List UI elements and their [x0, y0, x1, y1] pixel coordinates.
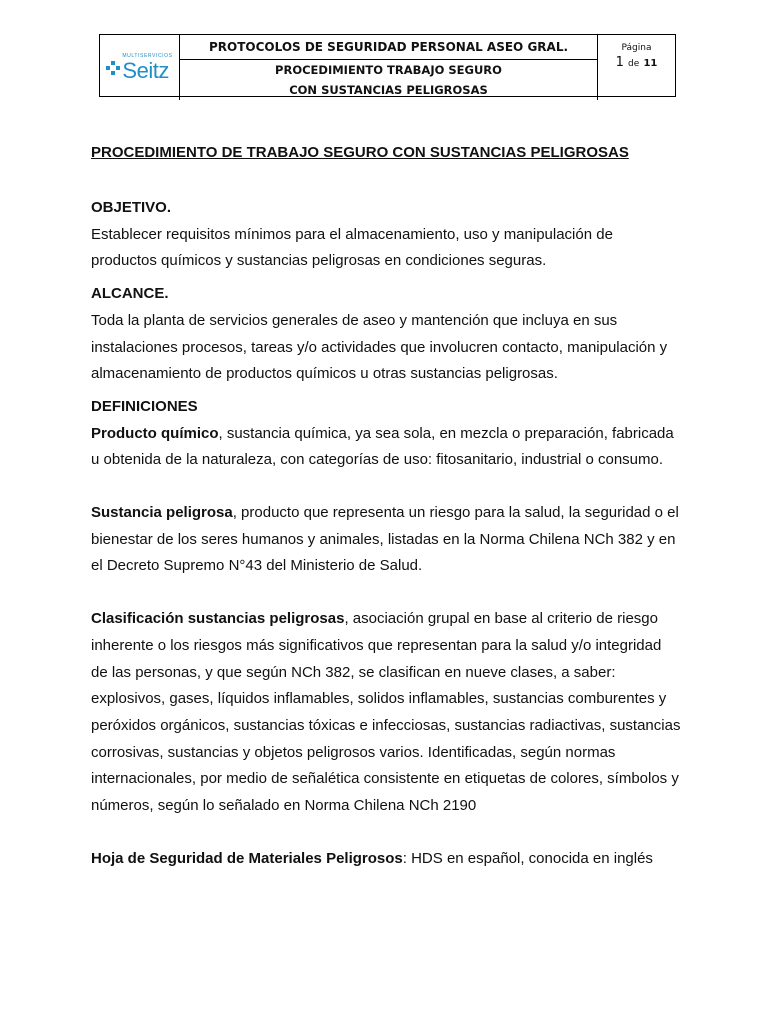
header-title-top: PROTOCOLOS DE SEGURIDAD PERSONAL ASEO GRAL. [180, 35, 598, 60]
logo-dots-icon [106, 61, 120, 75]
definition-text: : HDS en español, conocida en inglés [402, 849, 653, 867]
hoja-seguridad-term: Hoja de Seguridad de Materiales Peligrosos [91, 849, 403, 867]
definition-line: peróxidos orgánicos, sustancias tóxicas e infecciosas, sustancias radiactivas, sustancias [91, 716, 681, 734]
document-body [91, 138, 691, 872]
objetivo-heading: OBJETIVO. [91, 199, 172, 216]
logo-cell [100, 35, 180, 100]
sustancia-peligrosa-definition [91, 500, 691, 527]
alcance-line: Toda la planta de servicios generales de aseo y mantención que incluya en sus [91, 311, 618, 329]
producto-quimico-term: Producto químico [91, 424, 219, 442]
logo-small-text: MULTISERVICIOS [122, 52, 173, 59]
definiciones-heading: DEFINICIONES [91, 397, 198, 415]
definition-line: u obtenida de la naturaleza, con categorías de uso: fitosanitario, industrial o consumo. [91, 451, 664, 469]
header-title-bottom [180, 60, 598, 100]
page-of: de [628, 59, 640, 69]
page-number-cell [598, 35, 675, 100]
header-subtitle-line2: CON SUSTANCIAS PELIGROSAS [289, 83, 488, 97]
company-logo [106, 54, 172, 82]
definition-line: internacionales, por medio de señalética consistente en etiquetas de colores, símbolos y [91, 770, 679, 788]
definition-text: , asociación grupal en base al criterio de riesgo [344, 610, 658, 628]
producto-quimico-definition [91, 421, 691, 448]
definition-line: inherente o los riesgos más significativos que representan para la salud y/o integridad [91, 636, 662, 654]
page-total: 11 [643, 58, 658, 69]
alcance-line: instalaciones procesos, tareas y/o actividades que involucren contacto, manipulación y [91, 338, 668, 356]
page-label: Página [621, 43, 652, 53]
document-header [99, 34, 676, 97]
page-current: 1 [615, 55, 624, 70]
definition-line: explosivos, gases, líquidos inflamables, solidos inflamables, sustancias comburentes y [91, 690, 667, 708]
definition-line: números, según lo señalado en Norma Chilena NCh 2190 [91, 797, 477, 815]
definition-line: bienestar de los seres humanos y animales, listadas en la Norma Chilena NCh 382 y en [91, 530, 676, 548]
definition-line: corrosivas, sustancias y objetos peligrosos varios. Identificadas, según normas [91, 743, 616, 761]
objetivo-line: productos químicos y sustancias peligrosas en condiciones seguras. [91, 252, 547, 270]
definition-line: el Decreto Supremo N°43 del Ministerio de Salud. [91, 557, 423, 575]
page-number [616, 54, 658, 73]
logo-brand-text: Seitz [122, 57, 169, 83]
clasificacion-definition [91, 606, 691, 633]
document-title: PROCEDIMIENTO DE TRABAJO SEGURO CON SUSTANCIAS PELIGROSAS [91, 144, 629, 161]
header-subtitle-line1: PROCEDIMIENTO TRABAJO SEGURO [275, 63, 502, 77]
definition-line: de las personas, y que según NCh 382, se clasifican en nueve clases, a saber: [91, 663, 616, 681]
hoja-seguridad-definition [91, 846, 691, 873]
sustancia-peligrosa-term: Sustancia peligrosa [91, 504, 233, 522]
definition-text: , producto que representa un riesgo para la salud, la seguridad o el [232, 504, 679, 522]
definition-text: , sustancia química, ya sea sola, en mezcla o preparación, fabricada [218, 424, 674, 442]
objetivo-line: Establecer requisitos mínimos para el almacenamiento, uso y manipulación de [91, 225, 613, 243]
alcance-line: almacenamiento de productos químicos u otras sustancias peligrosas. [91, 365, 558, 383]
alcance-heading: ALCANCE. [91, 285, 169, 303]
clasificacion-term: Clasificación sustancias peligrosas [91, 610, 345, 628]
